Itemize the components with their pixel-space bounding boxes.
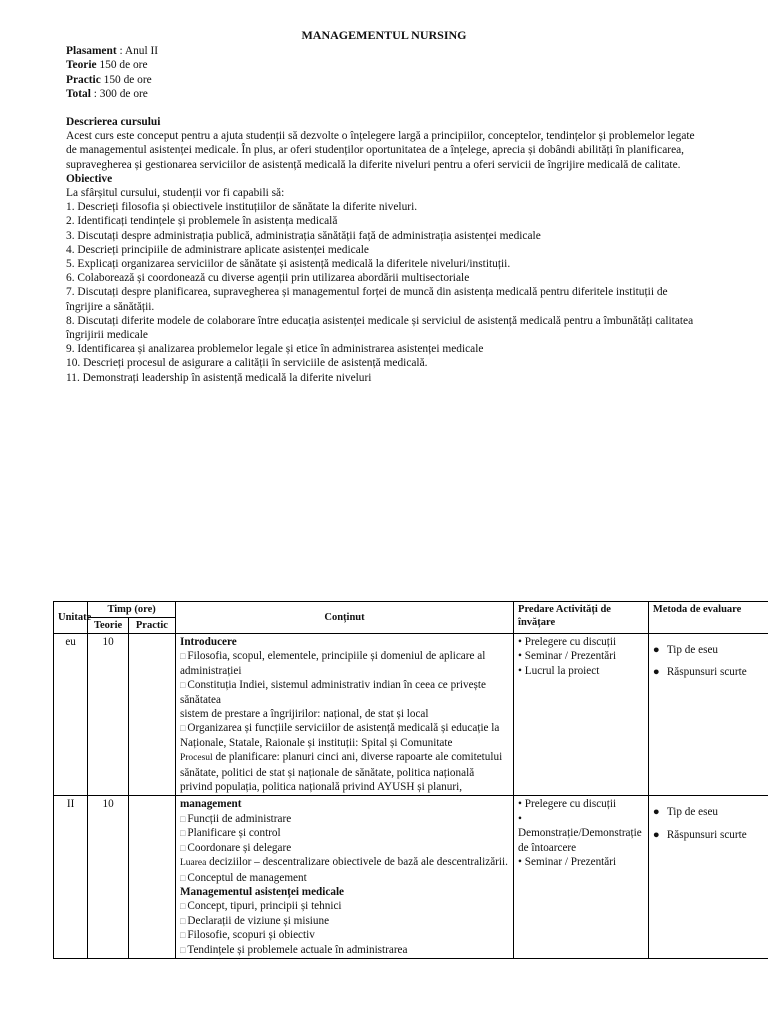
- evaluation-item: ● Tip de eseu: [652, 806, 719, 819]
- teaching-item: • Prelegere cu discuții: [518, 636, 617, 648]
- row-evaluation: [648, 634, 768, 796]
- content-line: Managementul asistenței medicale: [179, 885, 345, 898]
- teaching-item: • Prelegere cu discuții: [518, 798, 617, 811]
- square-bullet-icon: □: [179, 930, 186, 941]
- row-practice: [128, 634, 175, 796]
- table-row: [54, 634, 768, 796]
- content-line: □ Declarații de viziune și misiune: [179, 914, 330, 927]
- teaching-item: • Seminar / Prezentări: [518, 650, 617, 663]
- table-header-row: [54, 602, 768, 618]
- content-line: □ Constituția Indiei, sistemul administrativ indian în ceea ce privește sănătatea: [179, 679, 486, 706]
- objectives-heading: Obiective: [66, 172, 113, 185]
- square-bullet-icon: □: [179, 872, 186, 883]
- meta-placement: Plasament : Anul II: [66, 45, 159, 58]
- evaluation-item: ● Răspunsuri scurte: [652, 828, 747, 841]
- bullet-dot-icon: ●: [652, 806, 660, 819]
- header-teaching: Predare Activități de învățare: [514, 602, 649, 634]
- row-teaching: [514, 634, 649, 796]
- meta-practice: Practic 150 de ore: [66, 73, 152, 86]
- row-unit: eu: [54, 634, 88, 796]
- teaching-item: • Seminar / Prezentări: [518, 856, 617, 869]
- objective-item: 8. Discutați diferite modele de colaborare între educația asistenței medicale și serviciul de asistență medicală pentru a îmbunătăți calitatea îngrijirii medicale: [66, 314, 694, 342]
- content-line: Naționale, Statale, Raionale și instituții: Spital și Comunitate: [179, 736, 453, 749]
- row-theory: 10: [88, 634, 129, 796]
- content-line: □ Filosofie, scopuri și obiectiv: [179, 929, 315, 942]
- square-bullet-icon: □: [179, 680, 186, 691]
- row-teaching: [514, 796, 649, 958]
- content-line: Luarea deciziilor – descentralizare obiectivele de bază ale descentralizării.: [179, 856, 508, 869]
- row-practice: [128, 796, 175, 958]
- content-line: □ Organizarea și funcțiile serviciilor de asistență medicală și educație la: [179, 722, 500, 735]
- row-evaluation: [648, 796, 768, 958]
- objective-item: 10. Descrieți procesul de asigurare a calității în serviciile de asistență medicală.: [66, 357, 428, 370]
- teaching-item: Demonstrație/Demonstrație de întoarcere: [518, 827, 642, 854]
- objective-item: 9. Identificarea și analizarea problemelor legale și etice în administrarea asistenței medicale: [66, 343, 484, 356]
- course-table: [53, 601, 768, 959]
- header-content: Conținut: [175, 602, 513, 634]
- description-text: Acest curs este conceput pentru a ajuta studenții să dezvolte o înțelegere largă a principiilor, conceptelor, tendințelor și problemelor legate de managementul asistenței medicale. În plus, ar oferi studenților oportunitatea de a înțelege, aprecia și dobândi abilități în planificarea, supravegherea și gestionarea serviciilor de asistență medicală la diferite niveluri pentru a oferi servicii de îngrijire medicală de calitate.: [66, 130, 695, 171]
- header-unit: Unitate: [54, 602, 88, 634]
- content-line: □ Filosofia, scopul, elementele, principiile și domeniul de aplicare al administrației: [179, 650, 486, 677]
- evaluation-item: ● Tip de eseu: [652, 644, 719, 656]
- content-line: □ Conceptul de management: [179, 871, 307, 884]
- meta-block: [66, 44, 706, 101]
- row-theory: 10: [88, 796, 129, 958]
- teaching-item: • Lucrul la proiect: [518, 664, 600, 677]
- bullet-dot-icon: ●: [652, 828, 660, 841]
- row-content: [175, 796, 513, 958]
- objective-item: 3. Discutați despre administrația publică, administrația sănătății față de administrația asistenței medicale: [66, 229, 541, 242]
- evaluation-item: ● Răspunsuri scurte: [652, 666, 747, 679]
- square-bullet-icon: □: [179, 651, 186, 662]
- objective-item: 6. Colaborează și coordonează cu diverse agenții prin utilizarea abordării multisectoriale: [66, 272, 470, 285]
- content-line: □ Tendințele și problemele actuale în administrarea: [179, 943, 408, 956]
- objective-item: 5. Explicați organizarea serviciilor de sănătate și asistență medicală la diferitele niveluri/instituții.: [66, 258, 511, 271]
- content-line: management: [179, 798, 242, 811]
- content-line: Introducere: [179, 636, 237, 648]
- content-line: □ Planificare și control: [179, 827, 281, 840]
- objective-item: 1. Descrieți filosofia și obiectivele instituțiilor de sănătate la diferite niveluri.: [66, 201, 418, 214]
- square-bullet-icon: □: [179, 944, 186, 955]
- square-bullet-icon: □: [179, 813, 186, 824]
- objectives-intro: La sfârșitul cursului, studenții vor fi capabili să:: [66, 187, 285, 200]
- row-unit: II: [54, 796, 88, 958]
- description-heading: Descrierea cursului: [66, 116, 161, 129]
- header-theory: Teorie: [88, 618, 129, 634]
- document-page: [66, 28, 706, 385]
- meta-theory: Teorie 150 de ore: [66, 59, 148, 72]
- header-practice: Practic: [128, 618, 175, 634]
- square-bullet-icon: □: [179, 828, 186, 839]
- content-line: □ Funcții de administrare: [179, 812, 292, 825]
- content-line: sănătate, politici de stat și naționale de sănătate, politica națională privind populația, politica națională privind AYUSH și planuri,: [179, 766, 475, 794]
- content-line: □ Coordonare și delegare: [179, 841, 292, 854]
- content-line: Procesul de planificare: planuri cinci ani, diverse rapoarte ale comitetului: [179, 751, 503, 764]
- objective-item: 7. Discutați despre planificarea, supravegherea și managementul forței de muncă din asistența medicală pentru diferitele instituții de îngrijire a sănătății.: [66, 286, 668, 313]
- square-bullet-icon: □: [179, 901, 186, 912]
- objective-item: 11. Demonstrați leadership în asistență medicală la diferite niveluri: [66, 371, 372, 384]
- objective-item: 4. Descrieți principiile de administrare aplicate asistenței medicale: [66, 243, 369, 256]
- bullet-dot-icon: ●: [652, 644, 660, 656]
- content-line: sistem de prestare a îngrijirilor: național, de stat și local: [179, 708, 429, 721]
- teaching-item: •: [518, 812, 522, 825]
- objectives-list: [66, 200, 706, 385]
- meta-total: Total : 300 de ore: [66, 87, 148, 100]
- square-bullet-icon: □: [179, 915, 186, 926]
- square-bullet-icon: □: [179, 723, 186, 734]
- content-line: □ Concept, tipuri, principii și tehnici: [179, 900, 342, 913]
- header-time: Timp (ore): [88, 602, 176, 618]
- bullet-dot-icon: ●: [652, 666, 660, 679]
- row-content: [175, 634, 513, 796]
- objective-item: 2. Identificați tendințele și problemele în asistența medicală: [66, 215, 338, 228]
- document-title: MANAGEMENTUL NURSING: [301, 28, 467, 42]
- square-bullet-icon: □: [179, 842, 186, 853]
- header-evaluation: Metoda de evaluare: [648, 602, 768, 634]
- table-row: [54, 796, 768, 958]
